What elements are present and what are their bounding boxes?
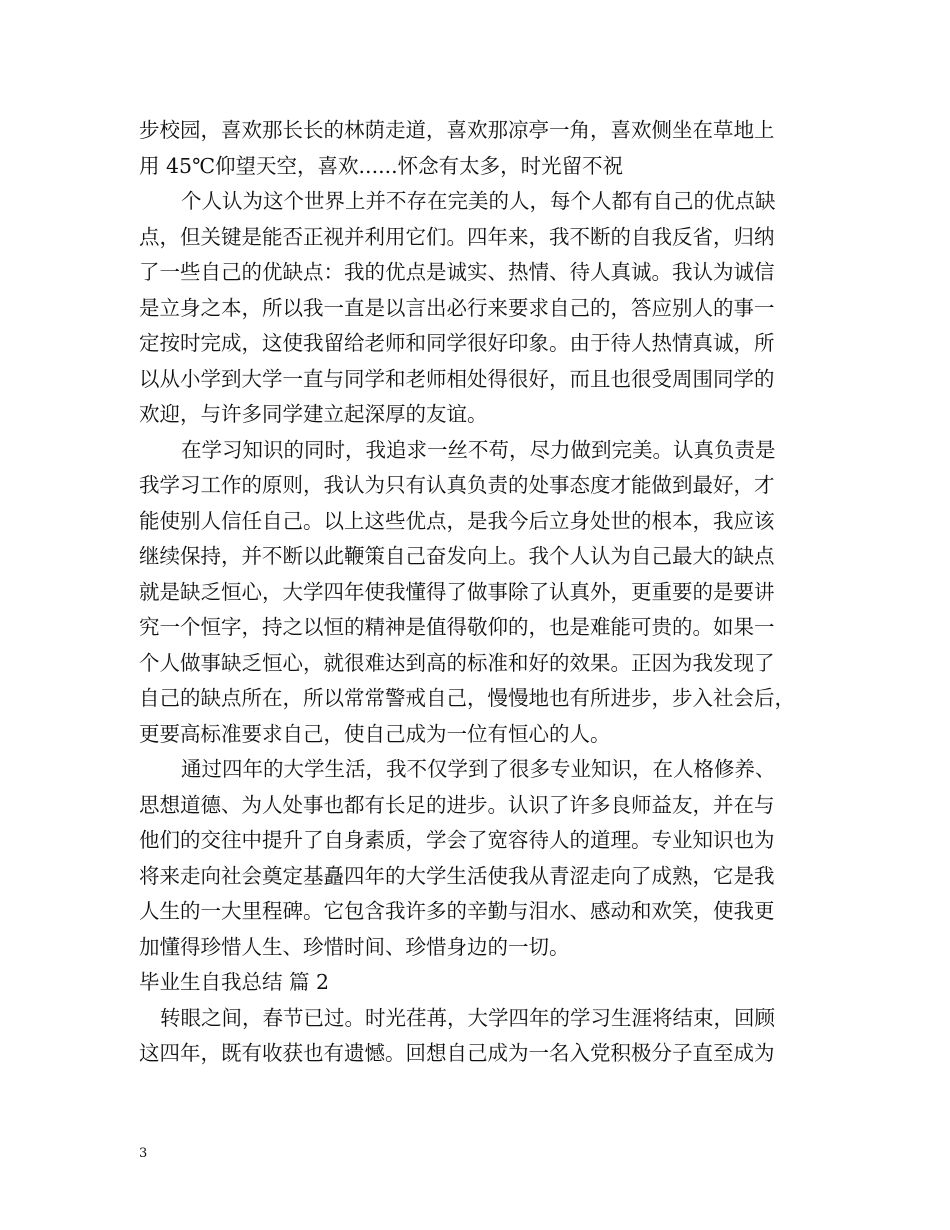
text-line: 点，但关键是能否正视并利用它们。四年来，我不断的自我反省，归纳 — [139, 224, 775, 249]
section-heading: 毕业生自我总结 篇 2 — [139, 970, 330, 994]
text-line: 以从小学到大学一直与同学和老师相处得很好，而且也很受周围同学的 — [139, 366, 775, 391]
text-line: 就是缺乏恒心，大学四年使我懂得了做事除了认真外，更重要的是要讲 — [139, 579, 775, 604]
text-line: 更要高标准要求自己，使自己成为一位有恒心的人。 — [139, 721, 611, 746]
text-line: 将来走向社会奠定基矗四年的大学生活使我从青涩走向了成熟，它是我 — [139, 863, 775, 888]
text-line: 定按时完成，这使我留给老师和同学很好印象。由于待人热情真诚，所 — [139, 331, 775, 355]
text-line: 是立身之本，所以我一直是以言出必行来要求自己的，答应别人的事一 — [139, 295, 775, 320]
text-line: 步校园，喜欢那长长的林荫走道，喜欢那凉亭一角，喜欢侧坐在草地上 — [139, 118, 775, 142]
text-line: 人生的一大里程碑。它包含我许多的辛勤与泪水、感动和欢笑，使我更 — [139, 899, 775, 923]
text-line: 欢迎，与许多同学建立起深厚的友谊。 — [139, 402, 488, 426]
text-line: 他们的交往中提升了自身素质，学会了宽容待人的道理。专业知识也为 — [139, 828, 775, 852]
document-body — [139, 113, 829, 1072]
page-number: 3 — [139, 1146, 148, 1161]
text-line: 思想道德、为人处事也都有长足的进步。认识了许多良师益友，并在与 — [139, 792, 775, 817]
text-line: 自己的缺点所在，所以常常警戒自己，慢慢地也有所进步，步入社会后， — [139, 686, 795, 710]
paragraph-start-line: 在学习知识的同时，我追求一丝不苟，尽力做到完美。认真负责是 — [181, 437, 776, 462]
text-line: 个人做事缺乏恒心，就很难达到高的标准和好的效果。正因为我发现了 — [139, 650, 775, 675]
text-line: 我学习工作的原则，我认为只有认真负责的处事态度才能做到最好，才 — [139, 473, 775, 497]
paragraph-start-line: 转眼之间，春节已过。时光荏苒，大学四年的学习生涯将结束，回顾 — [160, 1005, 775, 1030]
text-line: 这四年，既有收获也有遗憾。回想自己成为一名入党积极分子直至成为 — [139, 1041, 775, 1065]
paragraph-start-line: 个人认为这个世界上并不存在完美的人，每个人都有自己的优点缺 — [181, 189, 776, 213]
text-line: 究一个恒字，持之以恒的精神是值得敬仰的，也是难能可贵的。如果一 — [139, 615, 775, 639]
paragraph-start-line: 通过四年的大学生活，我不仅学到了很多专业知识，在人格修养、 — [181, 757, 776, 781]
text-line: 能使别人信任自己。以上这些优点，是我今后立身处世的根本，我应该 — [139, 508, 775, 533]
text-line: 加懂得珍惜人生、珍惜时间、珍惜身边的一切。 — [139, 934, 570, 959]
text-line: 继续保持，并不断以此鞭策自己奋发向上。我个人认为自己最大的缺点 — [139, 544, 775, 568]
text-line: 了一些自己的优缺点：我的优点是诚实、热情、待人真诚。我认为诚信 — [139, 260, 775, 284]
text-line: 用 45℃仰望天空，喜欢......怀念有太多，时光留不祝 — [139, 153, 624, 178]
